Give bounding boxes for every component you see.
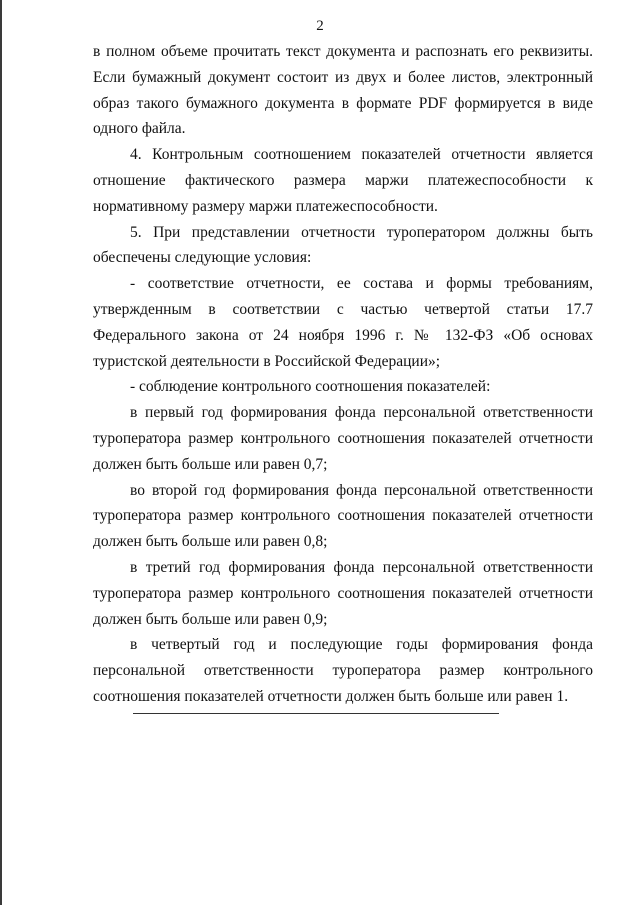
scan-edge-shadow (0, 0, 2, 905)
paragraph-condition-ratio: - соблюдение контрольного соотношения показателей: (130, 378, 491, 396)
paragraph-year-4: в четвертый год и последующие годы формирования фонда персональной ответственности туроператора размер контрольного соотношения показателей отчетности должен быть больше или равен 1. (93, 636, 593, 705)
paragraph-year-1: в первый год формирования фонда персональной ответственности туроператора размер контрольного соотношения показателей отчетности должен быть больше или равен 0,7; (93, 404, 593, 473)
paragraph-year-2: во второй год формирования фонда персональной ответственности туроператора размер контрольного соотношения показателей отчетности должен быть больше или равен 0,8; (93, 481, 593, 551)
document-body (93, 39, 593, 710)
paragraph-item-5: 5. При представлении отчетности туроператором должны быть обеспечены следующие условия: (93, 223, 593, 267)
page-number: 2 (316, 18, 324, 34)
end-separator-line (133, 713, 499, 714)
paragraph-continuation: в полном объеме прочитать текст документа и распознать его реквизиты. Если бумажный документ состоит из двух и более листов, электронный образ такого бумажного документа в формате PDF формируется в виде одного файла. (93, 43, 593, 138)
paragraph-item-4: 4. Контрольным соотношением показателей отчетности является отношение фактического размера маржи платежеспособности к нормативному размеру маржи платежеспособности. (93, 146, 593, 215)
paragraph-year-3: в третий год формирования фонда персональной ответственности туроператора размер контрольного соотношения показателей отчетности должен быть больше или равен 0,9; (93, 558, 593, 628)
paragraph-condition-compliance: - соответствие отчетности, ее состава и формы требованиям, утвержденным в соответствии с частью четвертой статьи 17.7 Федерального закона от 24 ноября 1996 г. № 132-ФЗ «Об основах туристской деятельности в Российской Федерации»; (93, 275, 593, 370)
